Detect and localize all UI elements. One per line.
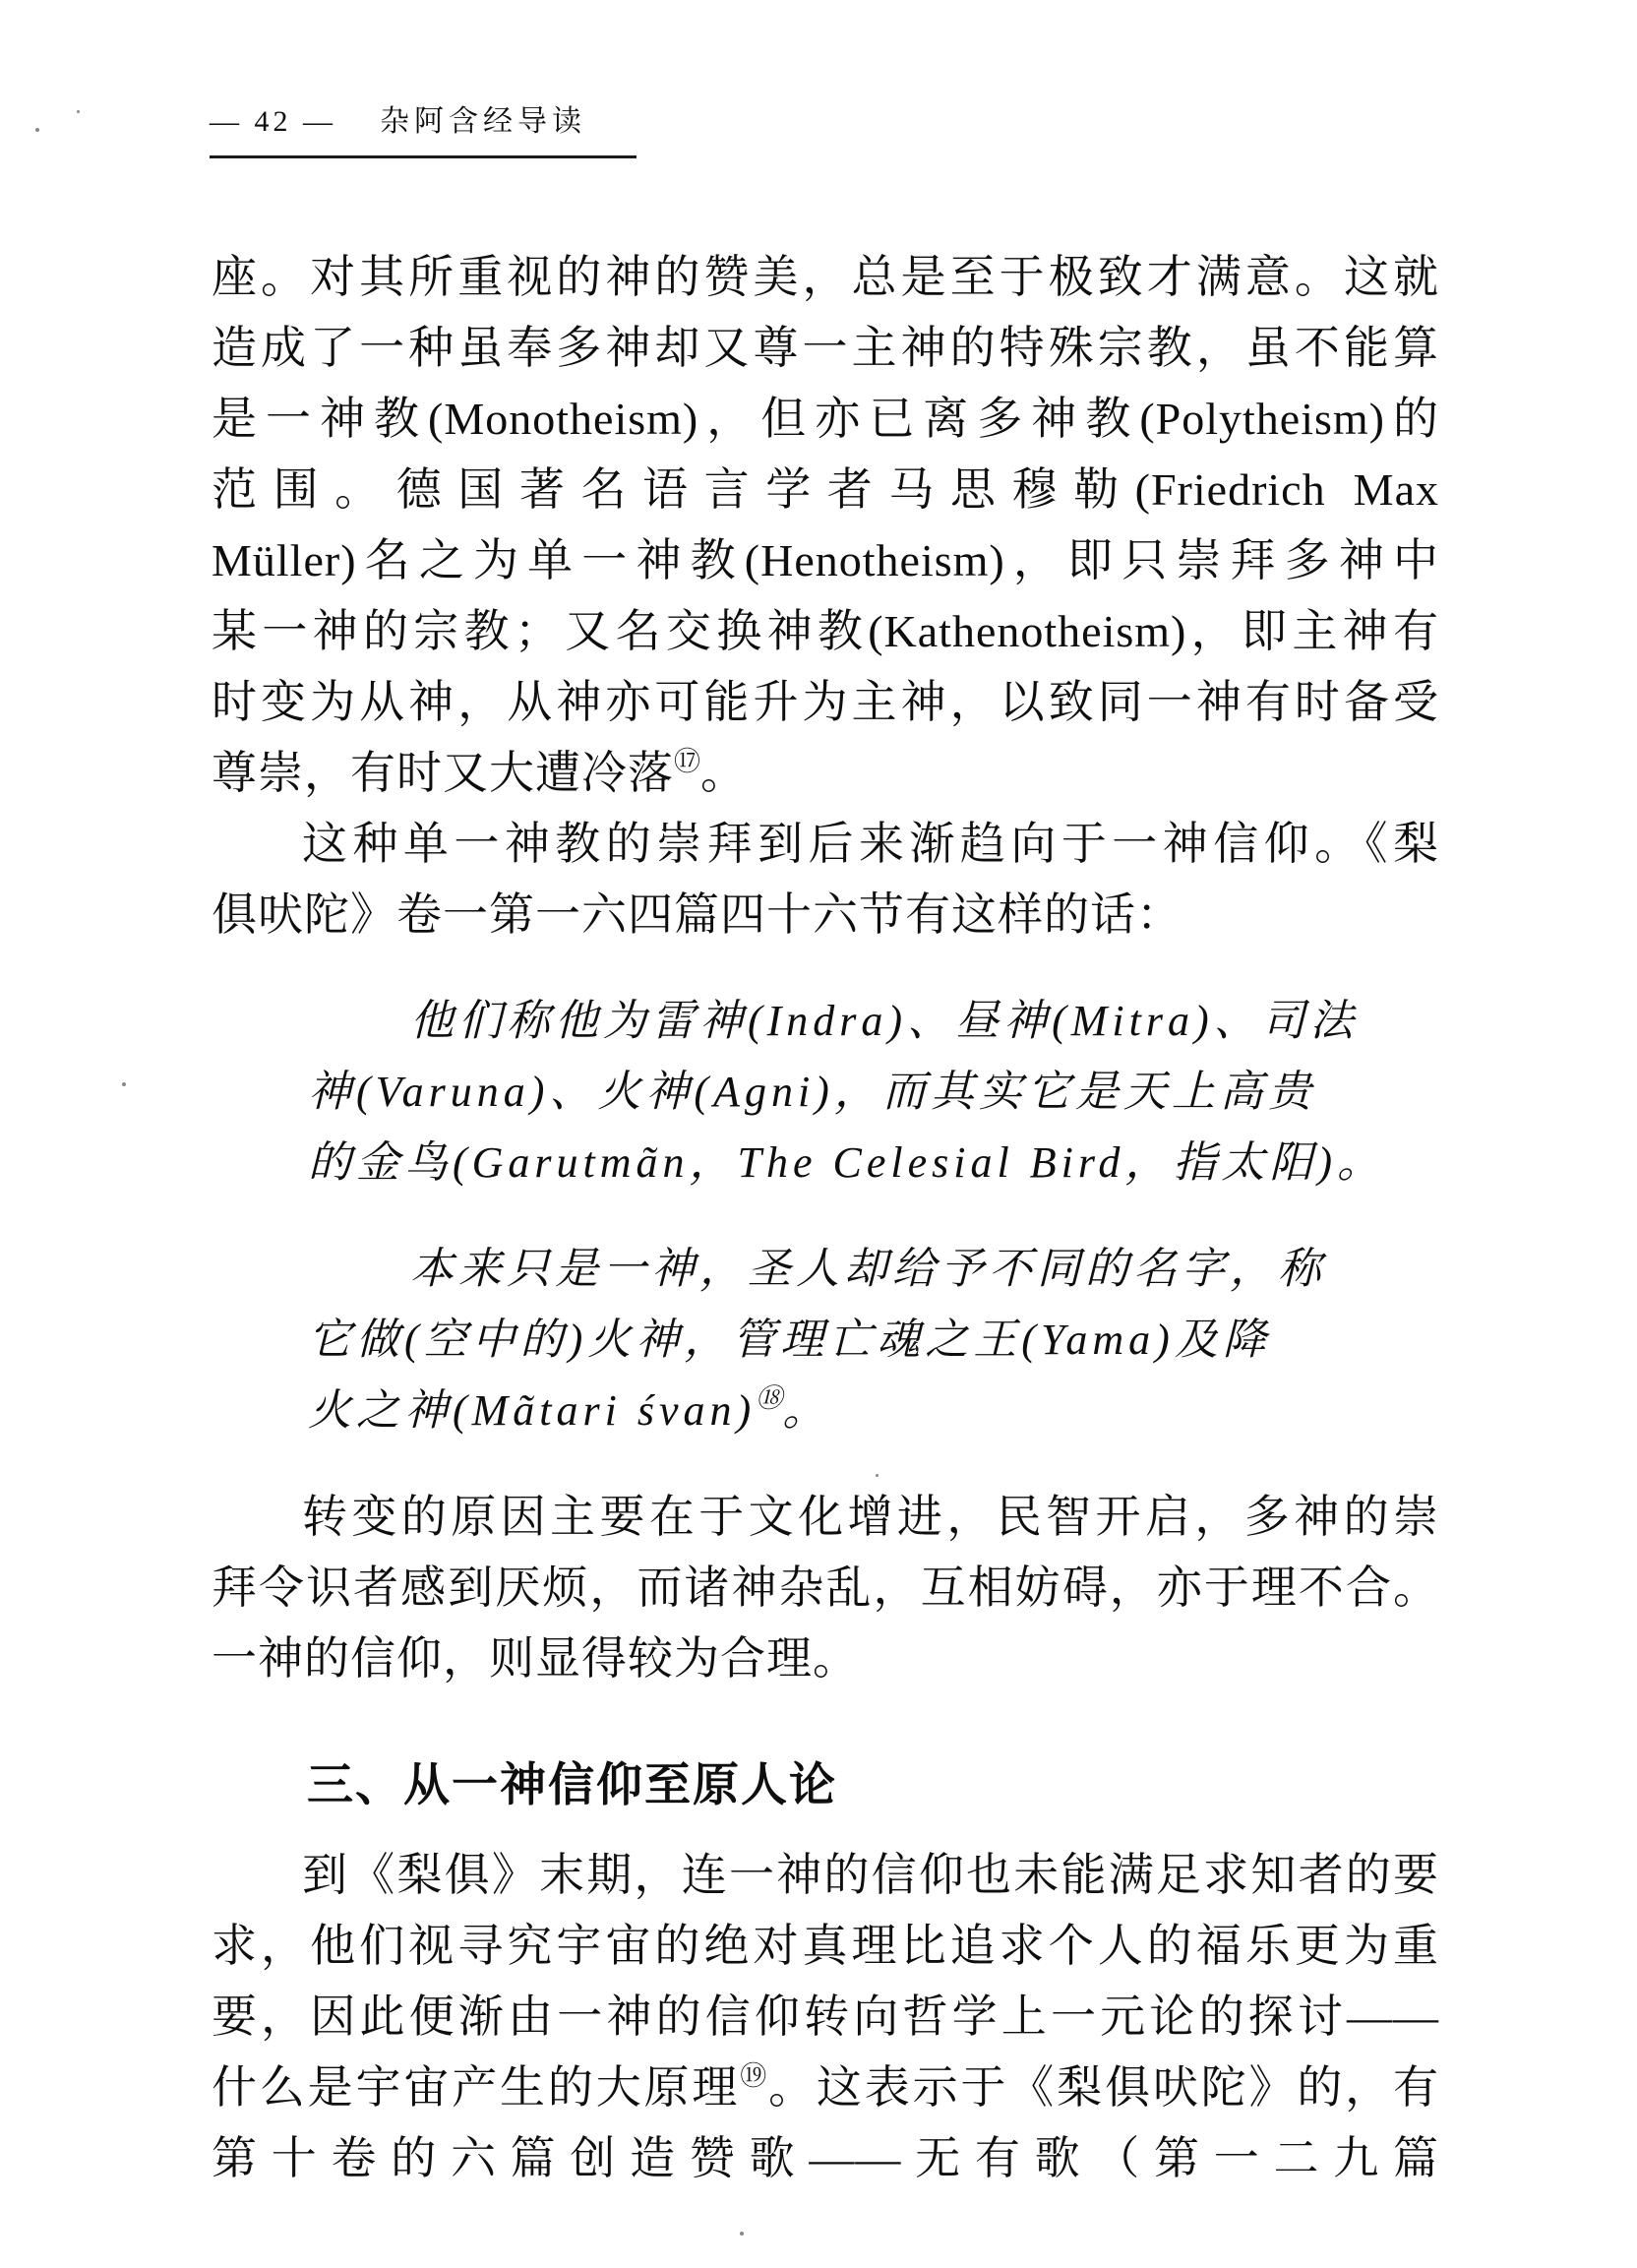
scan-speck	[77, 110, 80, 113]
text-line: 时变为从神，从神亦可能升为主神，以致同一神有时备受	[212, 677, 1439, 727]
page-content	[212, 242, 1439, 2194]
scan-speck	[35, 128, 39, 132]
text-line: 是一神教(Monotheism)，但亦已离多神教(Polytheism)的	[212, 394, 1439, 444]
verse-quote-1	[308, 986, 1439, 1198]
scan-speck	[122, 1082, 126, 1086]
text-line: 这种单一神教的崇拜到后来渐趋向于一神信仰。《梨	[302, 819, 1439, 869]
text-line: 要，因此便渐由一神的信仰转向哲学上一元论的探讨——	[212, 1992, 1439, 2042]
scan-speck	[876, 1474, 879, 1477]
text-line: 某一神的宗教；又名交换神教(Kathenotheism)，即主神有	[212, 606, 1439, 656]
text-segment: 。	[700, 748, 747, 798]
text-line	[308, 1376, 1439, 1446]
text-line: 求，他们视寻究宇宙的绝对真理比追求个人的福乐更为重	[212, 1921, 1439, 1971]
scan-speck	[740, 2232, 744, 2236]
text-segment: 。	[782, 1386, 831, 1435]
running-header	[210, 96, 637, 158]
text-line: Müller)名之为单一神教(Henotheism)，即只崇拜多神中	[212, 535, 1439, 585]
text-line: 本来只是一神，圣人却给予不同的名字，称	[410, 1245, 1326, 1293]
text-line: 第十卷的六篇创造赞歌——无有歌（第一二九篇	[212, 2133, 1439, 2183]
verse-quote-2	[308, 1234, 1439, 1446]
text-line: 范围。德国著名语言学者马思穆勒(Friedrich Max	[212, 464, 1439, 515]
book-title: 杂阿含经导读	[380, 105, 586, 138]
text-line: 他们称他为雷神(Indra)、昼神(Mitra)、司法	[410, 997, 1359, 1045]
paragraph-4	[212, 1840, 1439, 2194]
text-line: 一神的信仰，则显得较为合理。	[212, 1633, 859, 1684]
footnote-ref-17: ⑰	[674, 747, 700, 776]
text-line	[212, 738, 1439, 809]
paragraph-1	[212, 242, 1439, 809]
text-segment: 什么是宇宙产生的大原理	[212, 2062, 741, 2113]
text-line: 神(Varuna)、火神(Agni)，而其实它是天上高贵	[308, 1068, 1316, 1116]
text-line: 座。对其所重视的神的赞美，总是至于极致才满意。这就	[212, 252, 1439, 302]
text-line: 的金鸟(Garutmãn，The Celesial Bird，指太阳)。	[308, 1138, 1385, 1187]
text-line: 转变的原因主要在于文化增进，民智开启，多神的崇	[302, 1492, 1439, 1542]
page-number: — 42 —	[210, 105, 336, 138]
text-segment: 火之神(Mãtari śvan)	[308, 1386, 757, 1435]
footnote-ref-18: ⑱	[756, 1383, 783, 1413]
footnote-ref-19: ⑲	[740, 2061, 769, 2091]
text-line: 造成了一种虽奉多神却又尊一主神的特殊宗教，虽不能算	[212, 323, 1439, 373]
section-heading: 三、从一神信仰至原人论	[307, 1758, 837, 1810]
text-segment: 尊崇，有时又大遭冷落	[212, 748, 674, 798]
text-line: 俱吠陀》卷一第一六四篇四十六节有这样的话：	[212, 889, 1182, 940]
text-line: 拜令识者感到厌烦，而诸神杂乱，互相妨碍，亦于理不合。	[212, 1563, 1439, 1613]
paragraph-2	[212, 809, 1439, 950]
paragraph-3	[212, 1482, 1439, 1694]
text-line: 到《梨俱》末期，连一神的信仰也未能满足求知者的要	[302, 1850, 1439, 1900]
text-line: 它做(空中的)火神，管理亡魂之王(Yama)及降	[308, 1316, 1271, 1364]
text-line	[212, 2053, 1439, 2123]
text-segment: 。这表示于《梨俱吠陀》的，有	[768, 2062, 1440, 2113]
